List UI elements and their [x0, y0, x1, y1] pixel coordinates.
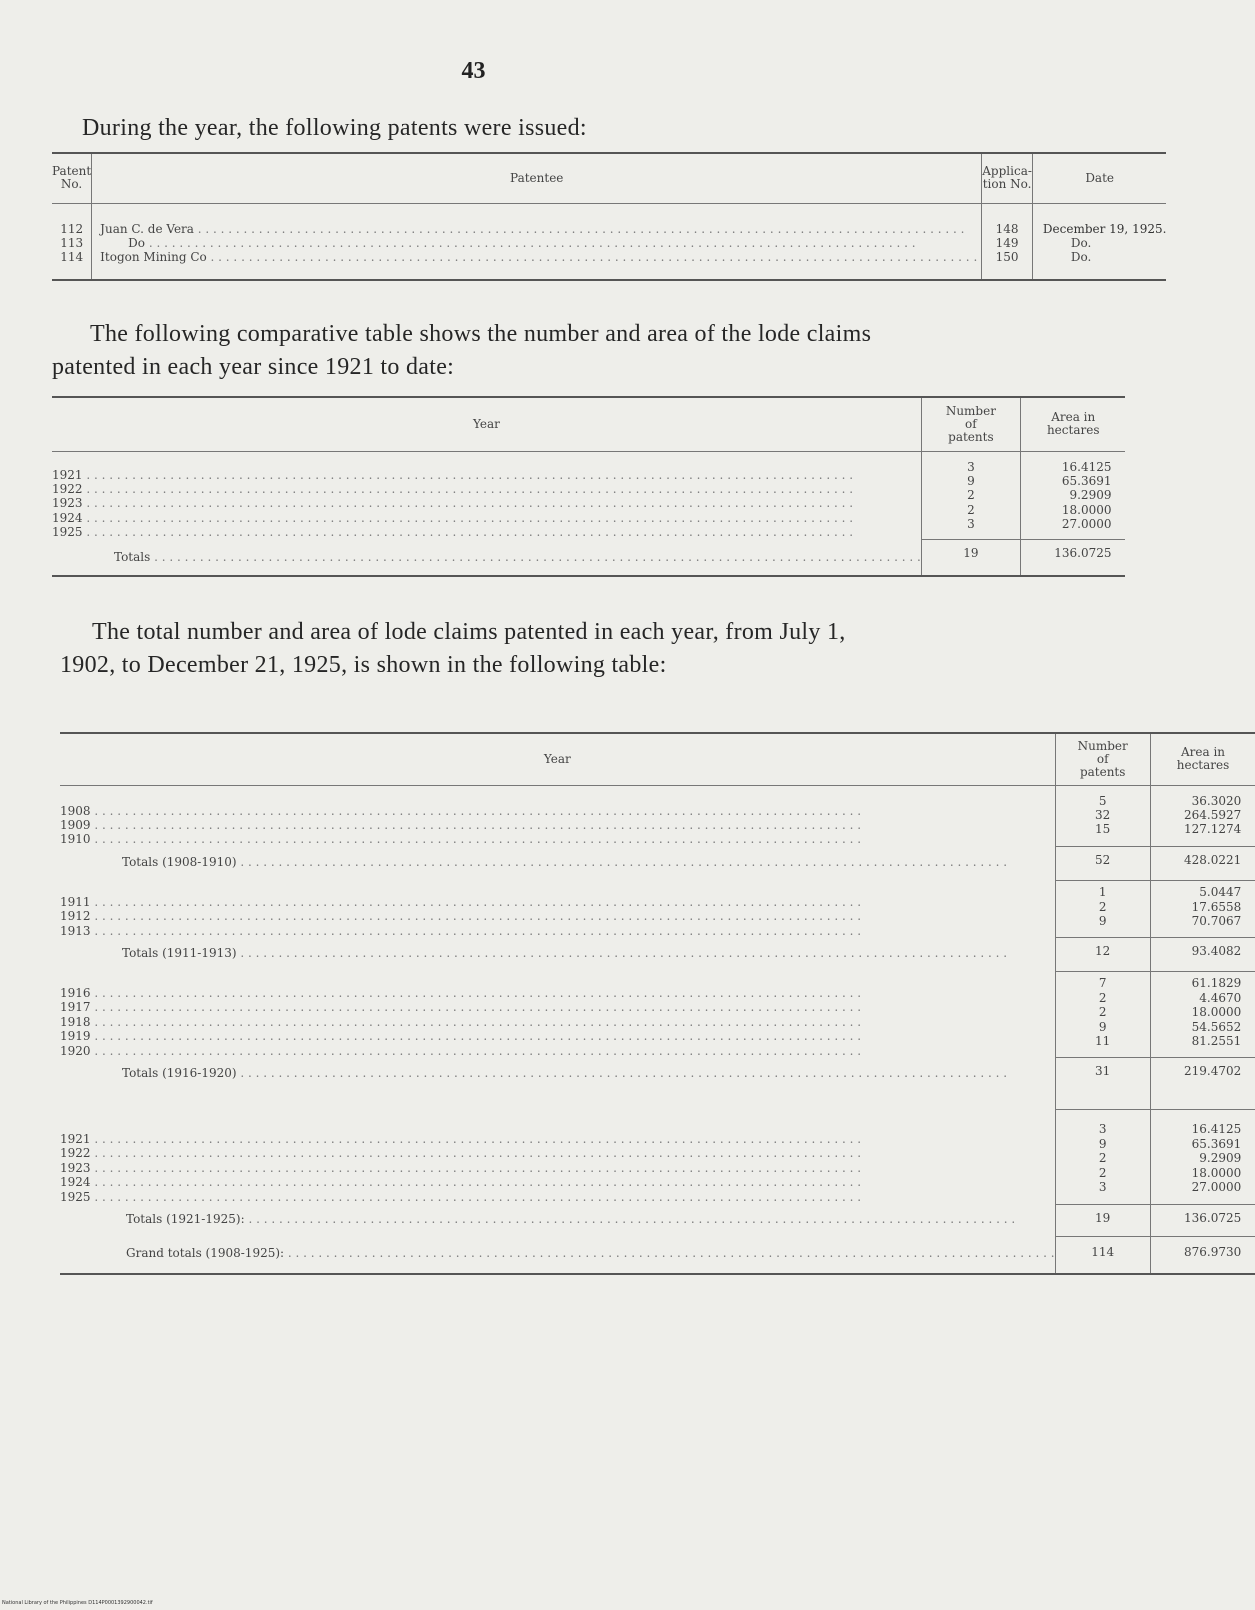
totals-area: 136.0725 — [1054, 546, 1112, 561]
area-cell: 4.4670 — [1199, 990, 1242, 1005]
year-cell: 1910 . . . — [60, 832, 1055, 846]
subtotal-label: Totals (1921-1925): . . . — [126, 1212, 1055, 1226]
subtotal-patents: 19 — [1095, 1210, 1111, 1225]
year-cell: 1909 . . . — [60, 818, 1055, 832]
year-cell: 1912 . . . — [60, 909, 1055, 923]
year-cell: 1923 . . . — [60, 1161, 1055, 1175]
header-number-of-patents: Number of patents — [921, 397, 1020, 451]
header-date: Date — [1032, 153, 1166, 203]
year-cell: 1921 . . . — [60, 1132, 1055, 1146]
year-cell: 1923 . . . — [52, 496, 921, 510]
subtotal-label: Totals (1908-1910) . . . — [122, 855, 1055, 869]
patents-cell: 2 — [1098, 1005, 1107, 1020]
patents-cell: 15 — [1095, 822, 1111, 837]
heading-comparative: The following comparative table shows the number and area of the lode claims patented in each year since 1921 to date: — [52, 321, 872, 380]
header-patentee: Patentee — [92, 153, 982, 203]
year-cell: 1924 . . . — [60, 1175, 1055, 1189]
application-no-cell: 149 — [995, 235, 1019, 250]
patent-no-cell: 114 — [60, 250, 84, 265]
year-cell: 1925 . . . — [52, 525, 921, 539]
area-cell: 5.0447 — [1199, 885, 1242, 900]
area-cell: 17.6558 — [1191, 899, 1242, 914]
area-cell: 264.5927 — [1184, 807, 1242, 822]
area-cell: 16.4125 — [1191, 1122, 1242, 1137]
header-area: Area in hectares — [1150, 733, 1255, 785]
patents-cell: 3 — [1098, 1122, 1107, 1137]
subtotal-area: 93.4082 — [1191, 944, 1242, 959]
area-cell: 81.2551 — [1191, 1034, 1242, 1049]
year-cell: 1925 . . . — [60, 1190, 1055, 1204]
totals-label: Totals . . . — [114, 550, 921, 564]
patents-cell: 11 — [1095, 1034, 1111, 1049]
patents-cell: 7 — [1098, 976, 1107, 991]
area-cell: 65.3691 — [1191, 1136, 1242, 1151]
page-number: 43 — [461, 58, 486, 84]
patents-cell: 5 — [1098, 793, 1107, 808]
patentee-cell: Itogon Mining Co . . . — [100, 250, 977, 264]
area-cell: 9.2909 — [1069, 488, 1112, 503]
grand-totals-label: Grand totals (1908-1925): . . . — [126, 1246, 1055, 1260]
header-year: Year — [52, 397, 921, 451]
area-cell: 54.5652 — [1191, 1019, 1242, 1034]
year-cell: 1916 . . . — [60, 986, 1055, 1000]
area-cell: 27.0000 — [1191, 1180, 1242, 1195]
area-cell: 36.3020 — [1191, 793, 1242, 808]
year-cell: 1918 . . . — [60, 1015, 1055, 1029]
subtotal-patents: 12 — [1095, 944, 1111, 959]
date-cell: Do. — [1070, 250, 1092, 265]
patent-no-cell: 113 — [60, 235, 84, 250]
subtotal-area: 136.0725 — [1184, 1210, 1242, 1225]
patentee-cell: Juan C. de Vera . . . — [100, 222, 977, 236]
year-cell: 1922 . . . — [52, 482, 921, 496]
area-cell: 61.1829 — [1191, 976, 1242, 991]
patents-table — [52, 152, 1166, 281]
header-patent-no: Patent No. — [52, 153, 92, 203]
patents-cell: 9 — [967, 473, 975, 488]
year-cell: 1922 . . . — [60, 1146, 1055, 1160]
subtotal-area: 219.4702 — [1184, 1064, 1242, 1079]
application-no-cell: 150 — [995, 250, 1019, 265]
subtotal-label: Totals (1911-1913) . . . — [122, 946, 1055, 960]
patents-cell: 2 — [1098, 899, 1107, 914]
patents-cell: 3 — [1098, 1180, 1107, 1195]
grand-totals-area: 876.9730 — [1184, 1244, 1242, 1259]
area-cell: 18.0000 — [1191, 1165, 1242, 1180]
subtotal-label: Totals (1916-1920) . . . — [122, 1066, 1055, 1080]
patents-cell: 3 — [967, 517, 975, 532]
area-cell: 65.3691 — [1061, 473, 1112, 488]
patents-cell: 2 — [967, 502, 975, 517]
area-cell: 9.2909 — [1199, 1151, 1242, 1166]
year-cell: 1920 . . . — [60, 1044, 1055, 1058]
patents-cell: 1 — [1098, 885, 1107, 900]
patents-cell: 2 — [1098, 1165, 1107, 1180]
year-cell: 1919 . . . — [60, 1029, 1055, 1043]
year-cell: 1917 . . . — [60, 1000, 1055, 1014]
application-no-cell: 148 — [995, 221, 1019, 236]
header-year: Year — [60, 733, 1055, 785]
patents-cell: 9 — [1098, 1136, 1107, 1151]
scan-footer: National Library of the Philippines D114P0001392900042.tif — [2, 1600, 153, 1606]
header-area: Area in hectares — [1020, 397, 1125, 451]
header-application-no: Applica- tion No. — [982, 153, 1033, 203]
year-cell: 1924 . . . — [52, 511, 921, 525]
year-cell: 1911 . . . — [60, 895, 1055, 909]
heading-patents-issued: During the year, the following patents were issued: — [82, 115, 587, 141]
patents-cell: 32 — [1095, 807, 1111, 822]
heading-total: The total number and area of lode claims patented in each year, from July 1, 1902, to December 21, 1925, is shown in the following table: — [60, 619, 846, 678]
area-cell: 127.1274 — [1184, 822, 1242, 837]
area-cell: 27.0000 — [1061, 517, 1112, 532]
patentee-cell: Do . . . — [100, 236, 977, 250]
area-cell: 16.4125 — [1061, 459, 1112, 474]
area-cell: 70.7067 — [1191, 914, 1242, 929]
header-number-of-patents: Number of patents — [1055, 733, 1150, 785]
year-cell: 1913 . . . — [60, 924, 1055, 938]
patent-no-cell: 112 — [60, 221, 84, 236]
total-table — [60, 732, 1255, 1275]
year-cell: 1908 . . . — [60, 804, 1055, 818]
patents-cell: 9 — [1098, 914, 1107, 929]
area-cell: 18.0000 — [1061, 502, 1112, 517]
comparative-table — [52, 396, 1125, 577]
patents-cell: 2 — [967, 488, 975, 503]
subtotal-area: 428.0221 — [1184, 853, 1242, 868]
totals-patents: 19 — [963, 546, 979, 561]
subtotal-patents: 31 — [1095, 1064, 1111, 1079]
grand-totals-patents: 114 — [1091, 1244, 1115, 1259]
patents-cell: 3 — [967, 459, 975, 474]
area-cell: 18.0000 — [1191, 1005, 1242, 1020]
subtotal-patents: 52 — [1095, 853, 1111, 868]
year-cell: 1921 . . . — [52, 468, 921, 482]
date-cell: December 19, 1925. — [1042, 221, 1167, 236]
date-cell: Do. — [1070, 235, 1092, 250]
patents-cell: 2 — [1098, 1151, 1107, 1166]
patents-cell: 2 — [1098, 990, 1107, 1005]
patents-cell: 9 — [1098, 1019, 1107, 1034]
